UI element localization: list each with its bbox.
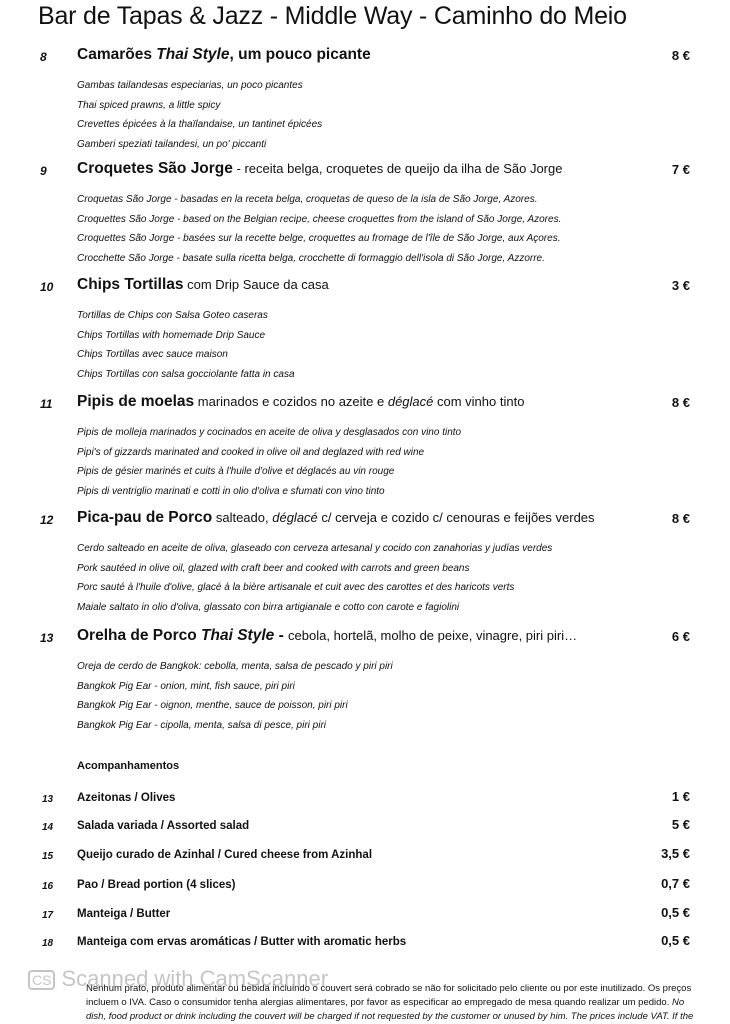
item-translations xyxy=(77,423,461,501)
translation-line: Cerdo salteado en aceite de oliva, glaseado con cerveza artesanal y cocido con zanahorias y judías verdes xyxy=(77,543,553,554)
side-number: 15 xyxy=(42,851,54,862)
translation-line: Oreja de cerdo de Bangkok: cebolla, menta, salsa de pescado y piri piri xyxy=(77,661,393,672)
translation-line: Pipi's of gizzards marinated and cooked in olive oil and deglazed with red wine xyxy=(77,446,425,458)
translation-line: Pork sautéed in olive oil, glazed with craft beer and cooked with carrots and green beans xyxy=(77,562,470,574)
heading-segment: com vinho tinto xyxy=(433,394,525,409)
item-heading xyxy=(77,509,595,527)
heading-segment: - xyxy=(274,627,289,644)
translation-line: Crocchette São Jorge - basate sulla ricetta belga, crocchette di formaggio dell'isola di São Jorge, Azzorre. xyxy=(77,252,545,264)
translation-line: Pipis de molleja marinados y cocinados en aceite de oliva y desglasados con vino tinto xyxy=(77,427,462,438)
side-label: Manteiga com ervas aromáticas / Butter with aromatic herbs xyxy=(77,936,407,948)
item-price: 6 € xyxy=(671,629,690,644)
heading-segment: Pica-pau de Porco xyxy=(77,509,213,526)
item-heading xyxy=(77,160,562,178)
heading-segment: Croquetes São Jorge xyxy=(77,160,233,177)
heading-segment: Orelha de Porco xyxy=(77,627,202,644)
heading-segment: com Drip Sauce da casa xyxy=(183,277,329,292)
scanner-watermark xyxy=(28,966,328,992)
item-number: 13 xyxy=(40,631,54,645)
translation-line: Chips Tortillas con salsa gocciolante fatta in casa xyxy=(77,368,295,380)
side-label: Salada variada / Assorted salad xyxy=(77,820,250,832)
side-label: Queijo curado de Azinhal / Cured cheese from Azinhal xyxy=(77,849,373,861)
item-heading xyxy=(77,393,524,411)
item-translations xyxy=(77,539,552,617)
translation-line: Croquettes São Jorge - based on the Belgian recipe, cheese croquettes from the island of São Jorge, Azores. xyxy=(77,213,562,225)
translation-line: Bangkok Pig Ear - onion, mint, fish sauce, piri piri xyxy=(77,680,295,692)
item-number: 9 xyxy=(40,164,47,178)
translation-line: Croquettes São Jorge - basées sur la recette belge, croquettes au fromage de l'île de São Jorge, aux Açores. xyxy=(77,233,561,244)
translation-line: Chips Tortillas with homemade Drip Sauce xyxy=(77,329,266,341)
item-price: 7 € xyxy=(671,162,690,177)
camscanner-logo-icon: CS xyxy=(28,970,55,990)
heading-segment: salteado, xyxy=(212,510,273,525)
item-price: 8 € xyxy=(671,48,690,63)
heading-segment: Pipis de moelas xyxy=(77,393,195,410)
side-number: 16 xyxy=(42,881,54,892)
translation-line: Crevettes épicées à la thaïlandaise, un tantinet épicées xyxy=(77,119,323,130)
item-number: 12 xyxy=(40,513,54,527)
item-heading xyxy=(77,46,371,64)
side-price: 5 € xyxy=(671,817,690,832)
side-price: 0,7 € xyxy=(661,876,690,891)
heading-segment: marinados e cozidos no azeite e xyxy=(194,394,388,409)
item-heading xyxy=(77,276,329,294)
heading-segment: Camarões xyxy=(77,46,157,63)
side-label: Azeitonas / Olives xyxy=(77,792,176,804)
translation-line: Bangkok Pig Ear - oignon, menthe, sauce de poisson, piri piri xyxy=(77,700,348,711)
item-number: 10 xyxy=(40,280,54,294)
heading-segment: cebola, hortelã, molho de peixe, vinagre, piri piri… xyxy=(288,628,578,643)
side-price: 1 € xyxy=(671,789,690,804)
item-number: 11 xyxy=(40,397,53,411)
side-price: 0,5 € xyxy=(661,905,690,920)
item-price: 3 € xyxy=(671,278,690,293)
item-translations xyxy=(77,306,295,384)
side-price: 0,5 € xyxy=(661,933,690,948)
heading-segment: Thai Style xyxy=(201,627,275,644)
side-number: 17 xyxy=(42,910,54,921)
side-number: 14 xyxy=(42,822,54,833)
watermark-text: Scanned with CamScanner xyxy=(61,966,329,991)
heading-segment: , um pouco picante xyxy=(229,46,371,63)
heading-segment: - receita belga, croquetes de queijo da ilha de São Jorge xyxy=(232,161,563,176)
item-translations xyxy=(77,657,393,735)
translation-line: Croquetas São Jorge - basadas en la receta belga, croquetas de queso de la isla de São Jorge, Azores. xyxy=(77,194,538,205)
footer-pt: Nenhum prato, produto alimentar ou bebida incluindo o couvert será cobrado se não for solicitado pelo cliente ou por este inutilizado. Os preços incluem o IVA. Caso o consumidor tenha alergias alimentares, por favor as especificar ao empregado de mesa quando realizar um pedido. xyxy=(86,983,692,1008)
footer-en: No dish, food product or drink including the couvert will be charged if not requested by the customer or unused by him. The prices include VAT. If the xyxy=(86,997,694,1022)
translation-line: Porc sauté à l'huile d'olive, glacé à la bière artisanale et cuit avec des carottes et des haricots verts xyxy=(77,582,515,593)
heading-segment: Chips Tortillas xyxy=(77,276,184,293)
item-translations xyxy=(77,190,561,268)
translation-line: Maiale saltato in olio d'oliva, glassato con birra artigianale e cotto con carote e fagiolini xyxy=(77,601,460,613)
side-price: 3,5 € xyxy=(661,846,690,861)
item-number: 8 xyxy=(40,50,47,64)
side-number: 13 xyxy=(42,794,54,805)
heading-segment: c/ cerveja e cozido c/ cenouras e feijões verdes xyxy=(317,510,595,525)
translation-line: Gambas tailandesas especiarias, un poco picantes xyxy=(77,80,303,91)
heading-segment: déglacé xyxy=(272,510,318,525)
item-price: 8 € xyxy=(671,395,690,410)
heading-segment: déglacé xyxy=(387,394,434,409)
item-price: 8 € xyxy=(671,511,690,526)
item-heading xyxy=(77,627,577,645)
item-translations xyxy=(77,76,322,154)
translation-line: Bangkok Pig Ear - cipolla, menta, salsa di pesce, piri piri xyxy=(77,719,327,731)
side-label: Pao / Bread portion (4 slices) xyxy=(77,879,236,891)
translation-line: Tortillas de Chips con Salsa Goteo caseras xyxy=(77,310,268,321)
translation-line: Thai spiced prawns, a little spicy xyxy=(77,99,221,111)
sides-heading: Acompanhamentos xyxy=(77,760,180,772)
translation-line: Gamberi speziati tailandesi, un po' piccanti xyxy=(77,138,267,150)
translation-line: Chips Tortillas avec sauce maison xyxy=(77,349,228,360)
heading-segment: Thai Style xyxy=(156,46,230,63)
side-number: 18 xyxy=(42,938,54,949)
translation-line: Pipis de gésier marinés et cuits à l'huile d'olive et déglacés au vin rouge xyxy=(77,466,395,477)
side-label: Manteiga / Butter xyxy=(77,908,171,920)
translation-line: Pipis di ventriglio marinati e cotti in olio d'oliva e sfumati con vino tinto xyxy=(77,485,385,497)
menu-title: Bar de Tapas & Jazz - Middle Way - Caminho do Meio xyxy=(38,2,627,30)
